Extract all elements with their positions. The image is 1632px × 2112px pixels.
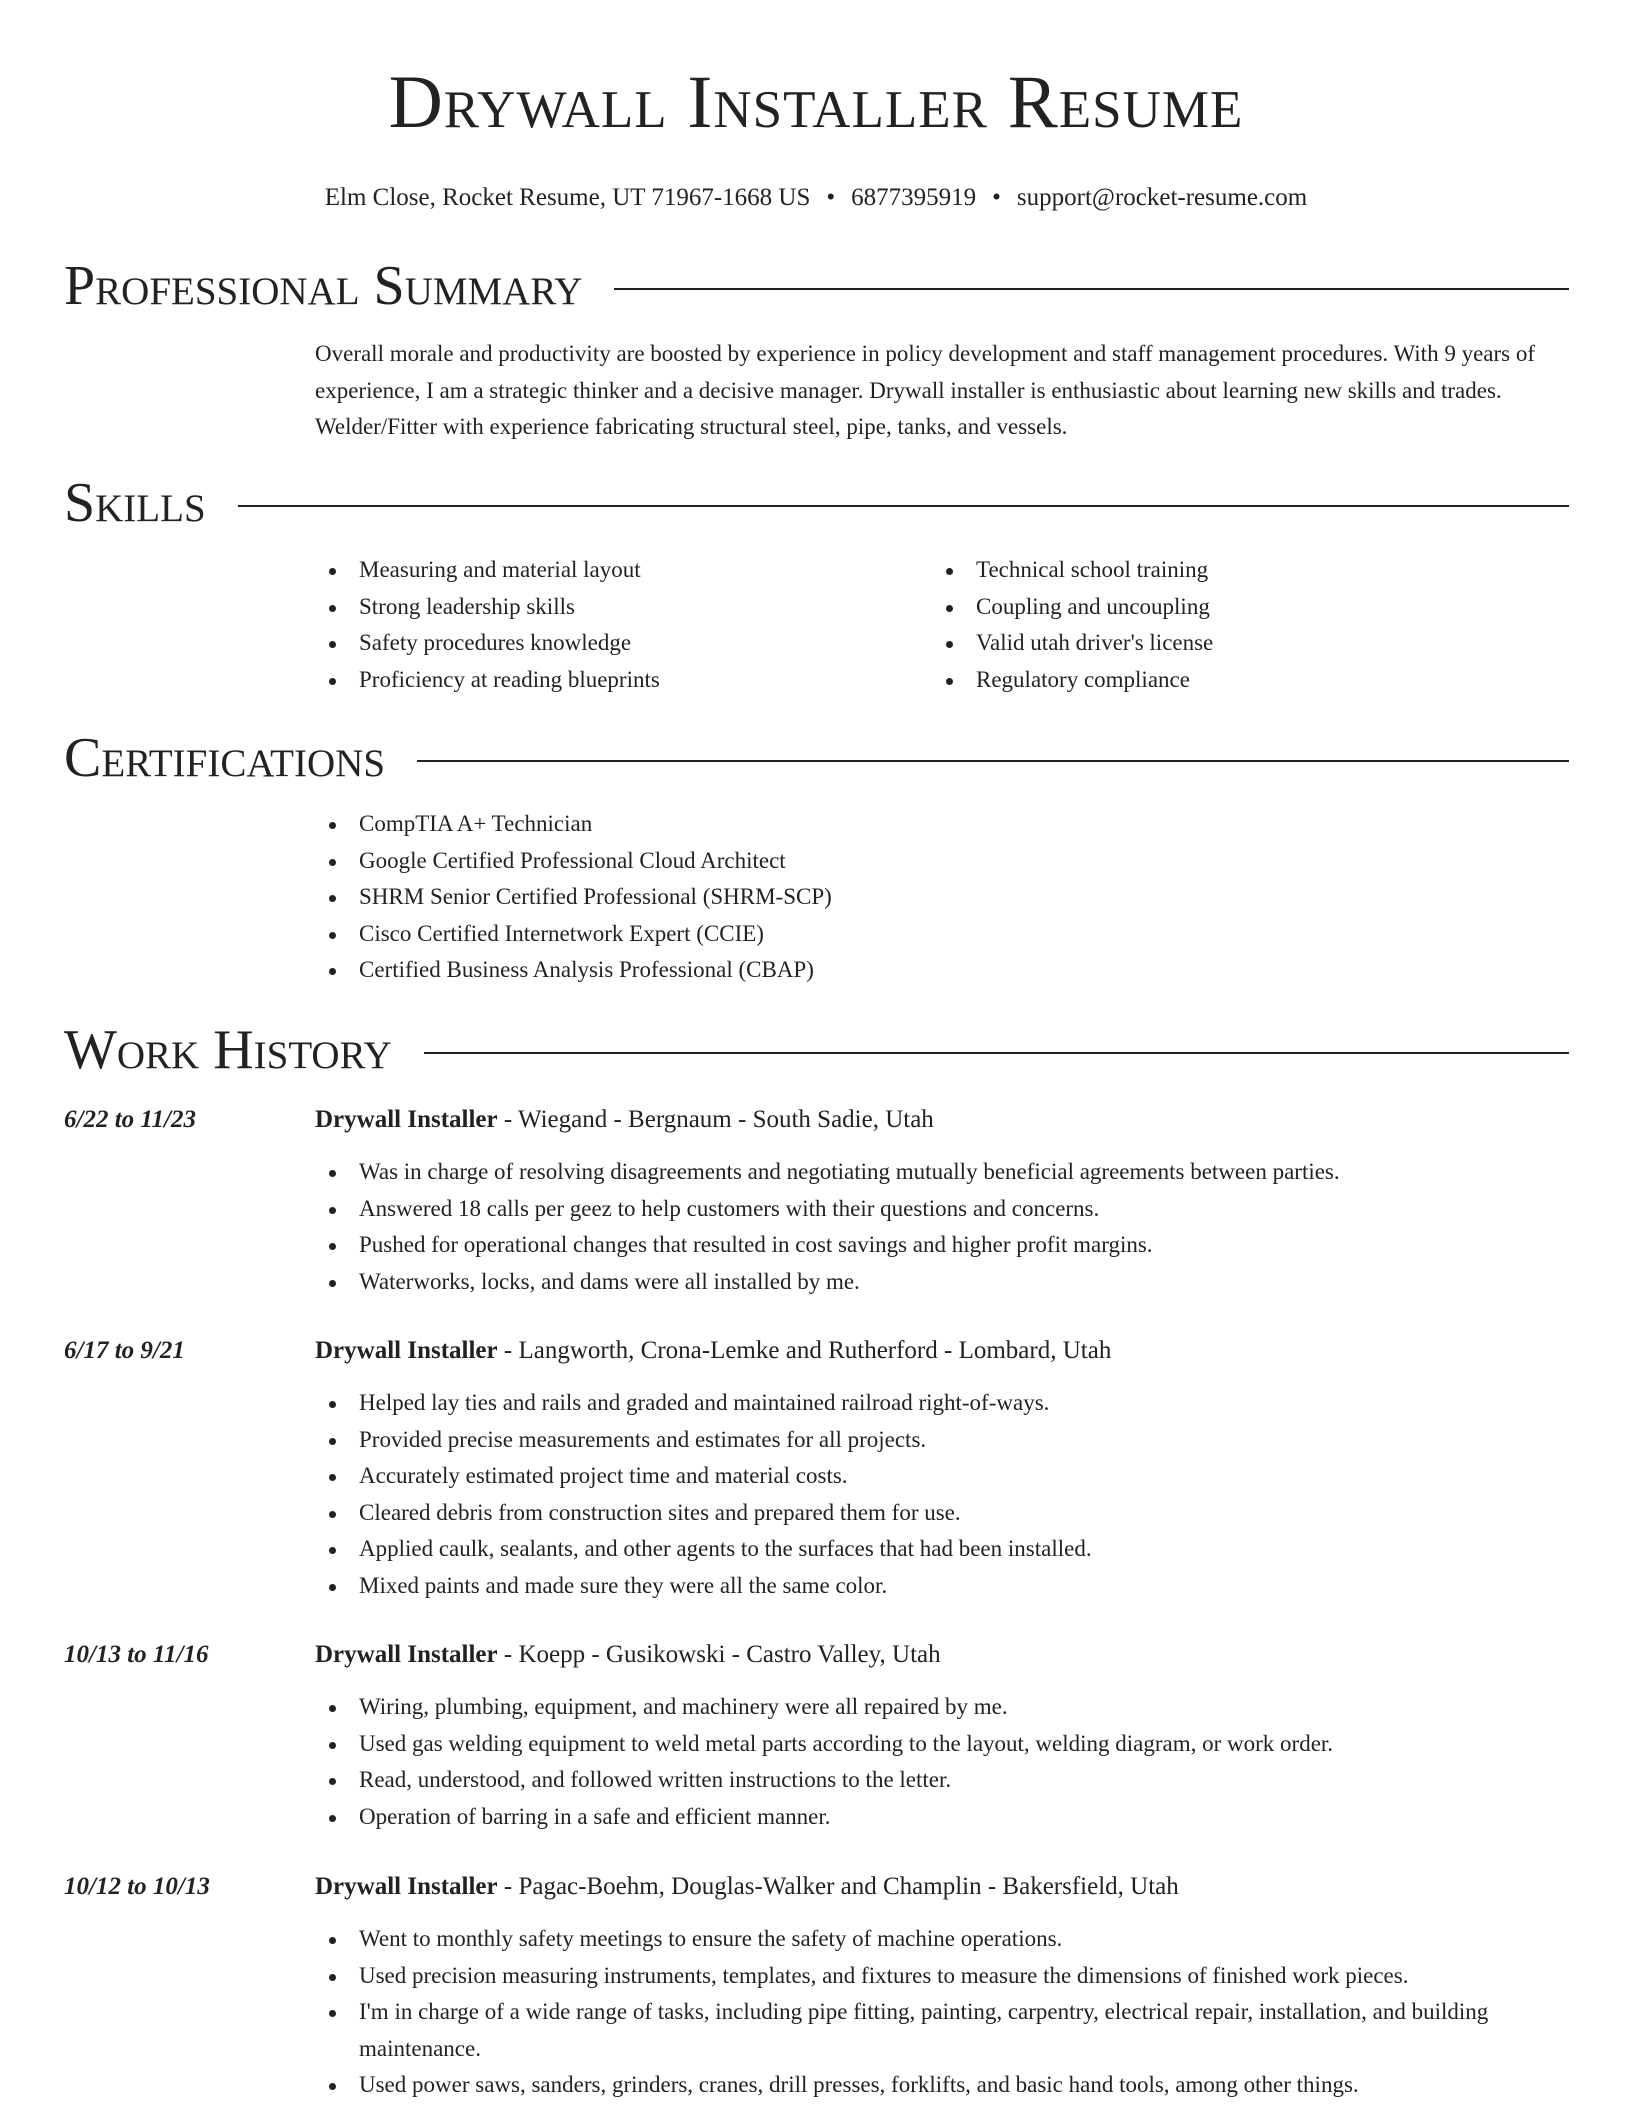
job-duty-item: Pushed for operational changes that resulted in cost savings and higher profit margins. (315, 1227, 1569, 1264)
job-company: - Wiegand - Bergnaum - South Sadie, Utah (497, 1106, 934, 1133)
job-duty-item: Used precision measuring instruments, templates, and fixtures to measure the dimensions of finished work pieces. (315, 1958, 1569, 1995)
summary-section-header (64, 254, 1569, 318)
certifications-section-header (64, 726, 1569, 790)
job-duty-item: Used power saws, sanders, grinders, cranes, drill presses, forklifts, and basic hand tools, among other things. (315, 2067, 1569, 2104)
certifications-list (315, 806, 1315, 989)
skill-item: Valid utah driver's license (932, 625, 1492, 662)
job-duties-list (315, 1689, 1569, 1835)
contact-line (0, 182, 1632, 214)
work-history-section-header (64, 1018, 1569, 1082)
certifications-heading: Certifications (64, 727, 386, 789)
job-duty-item: Used gas welding equipment to weld metal parts according to the layout, welding diagram, or work order. (315, 1726, 1569, 1763)
job-title: Drywall Installer (315, 1106, 498, 1133)
job-duty-item: Waterworks, locks, and dams were all installed by me. (315, 1264, 1569, 1301)
skill-item: Safety procedures knowledge (315, 625, 875, 662)
email-link[interactable]: support@rocket-resume.com (1016, 184, 1308, 211)
certification-item: Cisco Certified Internetwork Expert (CCIE) (315, 916, 1315, 953)
certification-item: SHRM Senior Certified Professional (SHRM-SCP) (315, 879, 1315, 916)
job-duty-item: Accurately estimated project time and material costs. (315, 1458, 1569, 1495)
skill-item: Strong leadership skills (315, 589, 875, 626)
resume-title: Drywall Installer Resume (388, 61, 1244, 144)
job-duties-list (315, 1154, 1569, 1300)
certification-item: Certified Business Analysis Professional (CBAP) (315, 952, 1315, 989)
skill-item: Measuring and material layout (315, 552, 875, 589)
skill-item: Technical school training (932, 552, 1492, 589)
job-title: Drywall Installer (315, 1873, 498, 1900)
job-duty-item: Operation of barring in a safe and efficient manner. (315, 1799, 1569, 1836)
job-heading (315, 1102, 934, 1138)
section-divider (424, 1052, 1569, 1054)
job-duty-item: Applied caulk, sealants, and other agents to the surfaces that had been installed. (315, 1531, 1569, 1568)
job-heading (315, 1869, 1179, 1905)
certification-item: CompTIA A+ Technician (315, 806, 1315, 843)
phone-text: 6877395919 (851, 184, 977, 211)
job-company: - Koepp - Gusikowski - Castro Valley, Utah (497, 1641, 941, 1668)
job-duty-item: Provided precise measurements and estimates for all projects. (315, 1422, 1569, 1459)
separator-dot: • (992, 184, 1001, 211)
job-duty-item: Answered 18 calls per geez to help customers with their questions and concerns. (315, 1191, 1569, 1228)
job-duty-item: Mixed paints and made sure they were all the same color. (315, 1568, 1569, 1605)
skill-item: Proficiency at reading blueprints (315, 662, 875, 699)
certification-item: Google Certified Professional Cloud Architect (315, 843, 1315, 880)
job-dates: 10/12 to 10/13 (64, 1873, 210, 1900)
skills-heading: Skills (64, 472, 206, 534)
job-heading (315, 1333, 1111, 1369)
job-duty-item: Was in charge of resolving disagreements and negotiating mutually beneficial agreements between parties. (315, 1154, 1569, 1191)
job-dates: 6/22 to 11/23 (64, 1106, 196, 1133)
job-duties-list (315, 1921, 1569, 2104)
work-history-heading: Work History (64, 1019, 392, 1081)
job-duty-item: Helped lay ties and rails and graded and maintained railroad right-of-ways. (315, 1385, 1569, 1422)
job-heading (315, 1637, 941, 1673)
job-duty-item: Went to monthly safety meetings to ensure the safety of machine operations. (315, 1921, 1569, 1958)
job-company: - Langworth, Crona-Lemke and Rutherford - Lombard, Utah (497, 1337, 1112, 1364)
section-divider (614, 288, 1569, 290)
job-dates: 6/17 to 9/21 (64, 1337, 185, 1364)
job-dates: 10/13 to 11/16 (64, 1641, 209, 1668)
skills-list-left (315, 552, 875, 698)
summary-heading: Professional Summary (64, 255, 583, 317)
job-company: - Pagac-Boehm, Douglas-Walker and Champlin - Bakersfield, Utah (497, 1873, 1179, 1900)
skill-item: Regulatory compliance (932, 662, 1492, 699)
separator-dot: • (826, 184, 836, 211)
address-text: Elm Close, Rocket Resume, UT 71967-1668 US (324, 184, 811, 211)
resume-header (0, 58, 1632, 214)
skills-section-header (64, 471, 1569, 535)
section-divider (417, 760, 1569, 762)
section-divider (238, 505, 1569, 507)
job-title: Drywall Installer (315, 1337, 498, 1364)
job-title: Drywall Installer (315, 1641, 498, 1668)
job-duty-item: Read, understood, and followed written instructions to the letter. (315, 1762, 1569, 1799)
job-duty-item: Wiring, plumbing, equipment, and machinery were all repaired by me. (315, 1689, 1569, 1726)
job-duties-list (315, 1385, 1569, 1604)
job-duty-item: Cleared debris from construction sites and prepared them for use. (315, 1495, 1569, 1532)
job-duty-item: I'm in charge of a wide range of tasks, including pipe fitting, painting, carpentry, electrical repair, installation, and building maintenance. (315, 1994, 1569, 2067)
skill-item: Coupling and uncoupling (932, 589, 1492, 626)
skills-list-right (932, 552, 1492, 698)
summary-paragraph: Overall morale and productivity are boosted by experience in policy development and staff management procedures. With 9 years of experience, I am a strategic thinker and a decisive manager. Drywall installer is enthusiastic about learning new skills and trades. Welder/Fitter with experience fabricating structural steel, pipe, tanks, and vessels. (315, 341, 1535, 439)
